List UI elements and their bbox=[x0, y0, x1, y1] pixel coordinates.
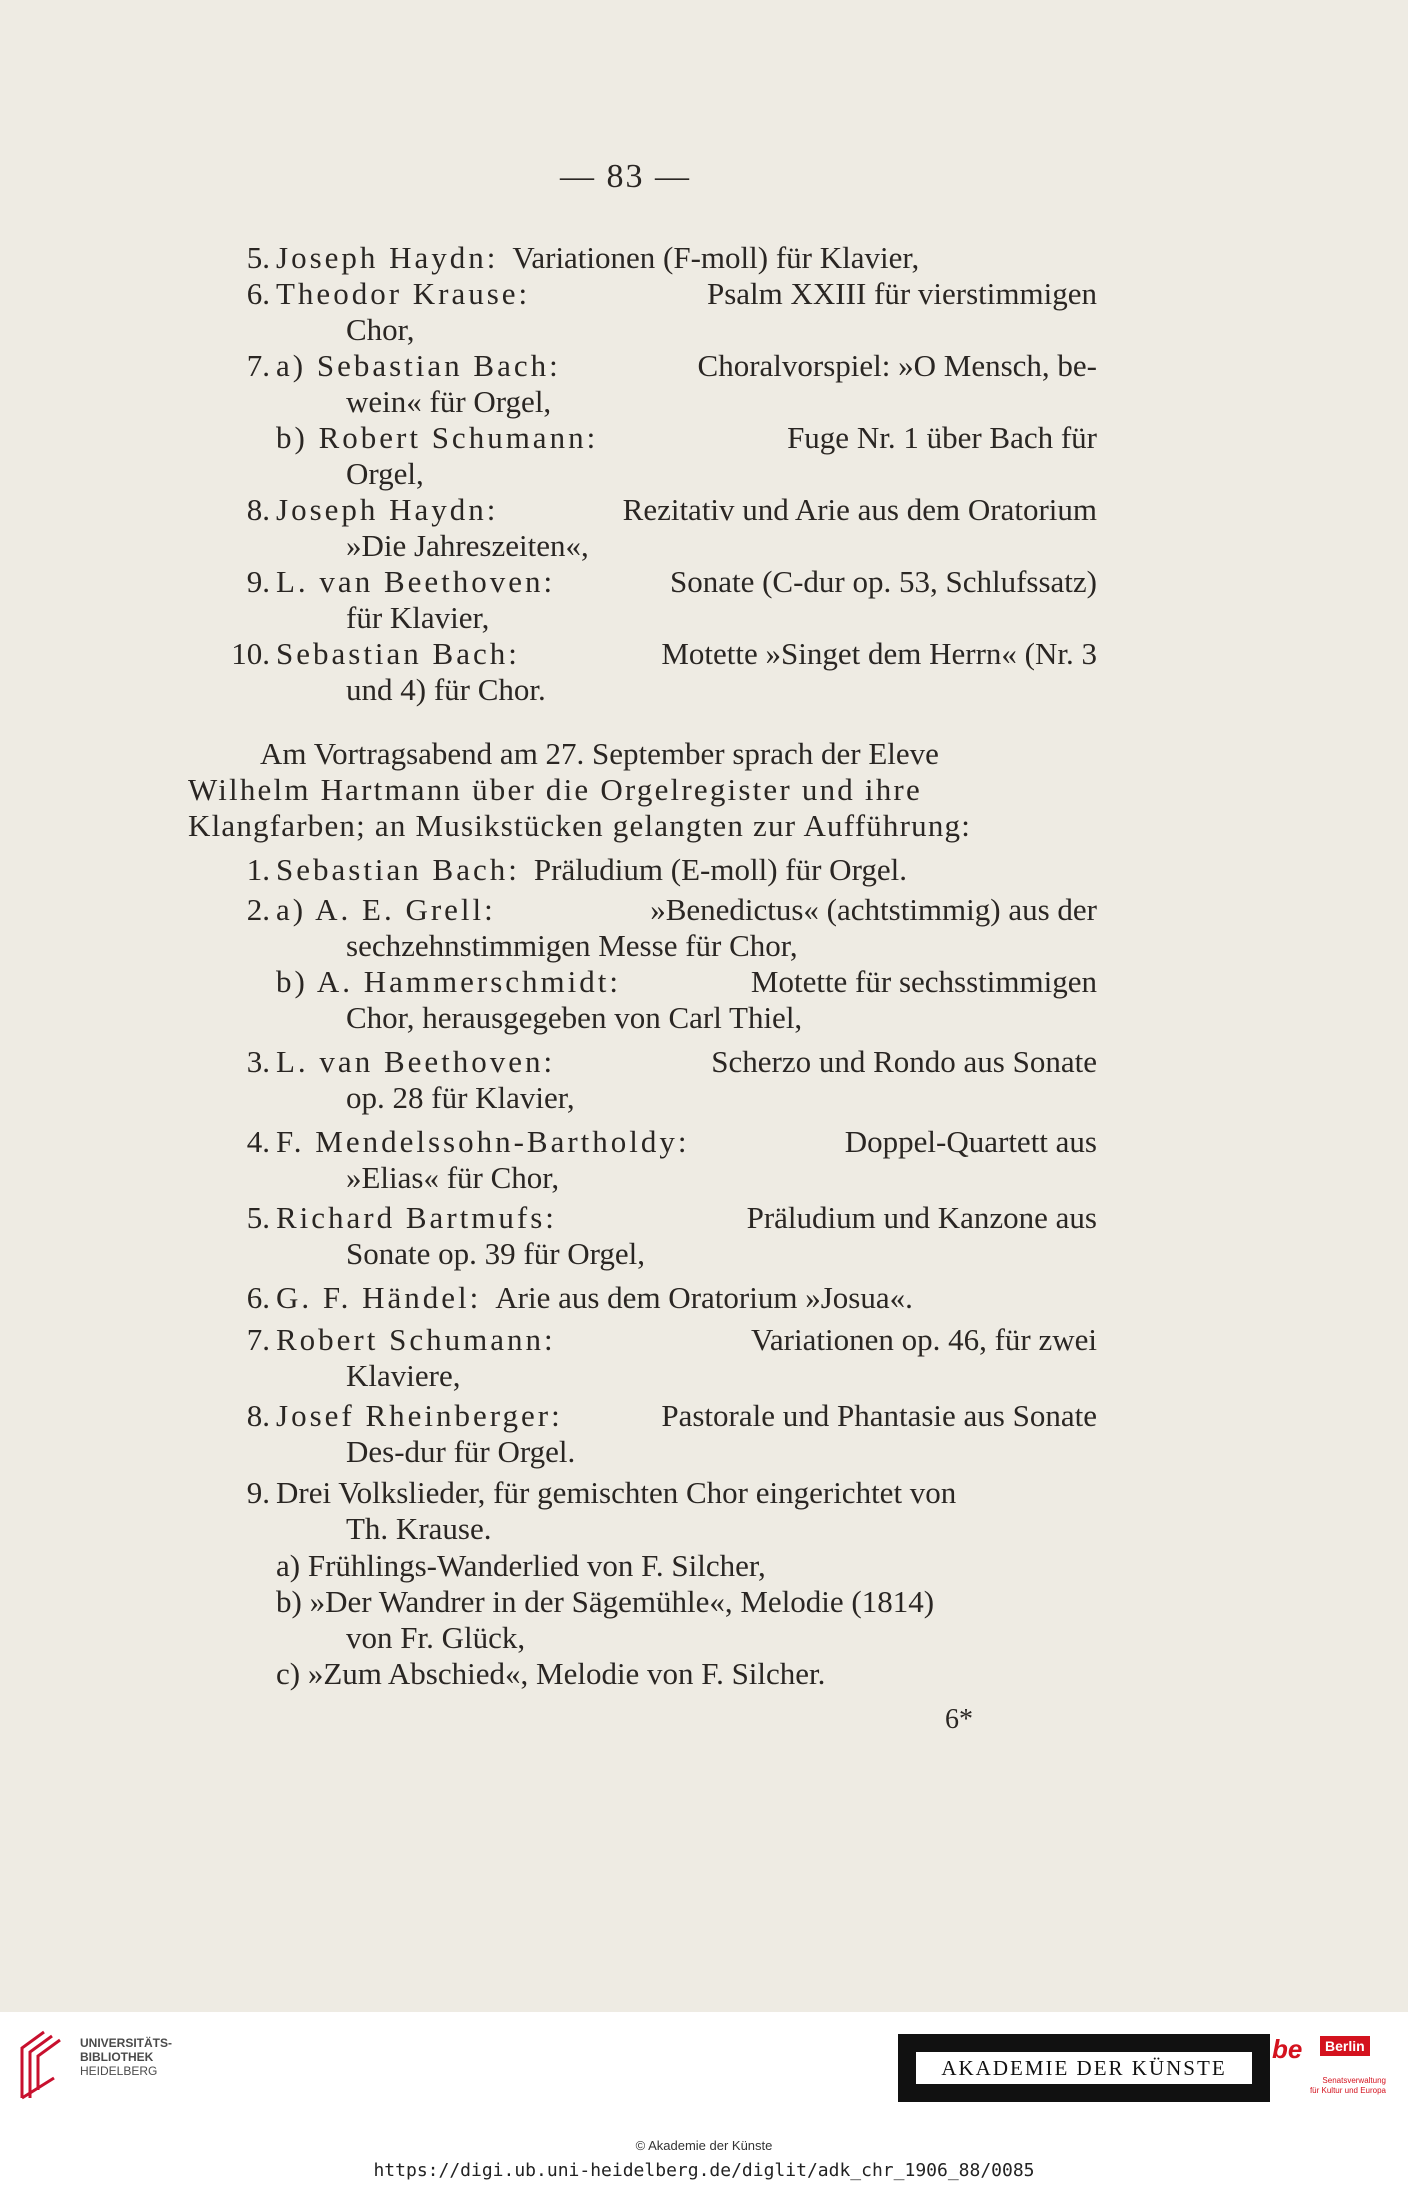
list2-item-author: a) A. E. Grell: bbox=[276, 892, 496, 927]
list1-item-author: Sebastian Bach: bbox=[276, 636, 520, 671]
list1-item-title: Fuge Nr. 1 über Bach für bbox=[787, 420, 1097, 455]
senate-text bbox=[1302, 2076, 1386, 2096]
ub-line3: HEIDELBERG bbox=[80, 2064, 158, 2078]
senate-line2: für Kultur und Europa bbox=[1309, 2086, 1386, 2095]
sublist-item-continuation: von Fr. Glück, bbox=[346, 1620, 526, 1655]
list2-item-title: Motette für sechsstimmigen bbox=[750, 964, 1097, 999]
list2-item-continuation: Th. Krause. bbox=[346, 1511, 492, 1546]
list2-item-number: 9. bbox=[246, 1475, 270, 1510]
list2-item bbox=[200, 964, 1097, 1000]
list1-item-title: Psalm XXIII für vierstimmigen bbox=[706, 276, 1097, 311]
list1-item-title: Sonate (C-dur op. 53, Schlufssatz) bbox=[669, 564, 1097, 599]
university-library-logo-icon[interactable] bbox=[14, 2028, 70, 2100]
list2-item-number: 1. bbox=[246, 852, 270, 887]
list2-item-author: Josef Rheinberger: bbox=[276, 1398, 563, 1433]
list2-item-title: Arie aus dem Oratorium »Josua«. bbox=[495, 1280, 913, 1315]
list2-item-continuation: sechzehnstimmigen Messe für Chor, bbox=[346, 928, 798, 963]
be-logo-text: be bbox=[1272, 2034, 1303, 2064]
list2-item-author: Richard Bartmufs: bbox=[276, 1200, 557, 1235]
list1-item-author: Theodor Krause: bbox=[276, 276, 531, 311]
list1-item-continuation: und 4) für Chor. bbox=[346, 672, 546, 707]
list2-item-title: Präludium (E-moll) für Orgel. bbox=[533, 852, 907, 887]
list2-item-number: 7. bbox=[246, 1322, 270, 1357]
list1-item bbox=[200, 240, 1097, 276]
list2-item-title: Drei Volkslieder, für gemischten Chor eingerichtet von bbox=[276, 1475, 957, 1510]
list2-item-author: Sebastian Bach: bbox=[276, 852, 520, 887]
list2-item bbox=[200, 892, 1097, 928]
list2-item-author: G. F. Händel: bbox=[276, 1280, 482, 1315]
list1-item-continuation: wein« für Orgel, bbox=[346, 384, 552, 419]
signature-mark: 6* bbox=[945, 1704, 973, 1735]
list1-item-number: 10. bbox=[231, 636, 270, 671]
list2-item-number: 4. bbox=[246, 1124, 270, 1159]
list2-item-title: »Benedictus« (achtstimmig) aus der bbox=[650, 892, 1097, 927]
ub-line1: UNIVERSITÄTS- bbox=[80, 2036, 173, 2050]
list2-item bbox=[200, 1280, 1097, 1316]
list1-item-number: 9. bbox=[246, 564, 270, 599]
list1-item-title: Variationen (F-moll) für Klavier, bbox=[512, 240, 920, 275]
page-url[interactable]: https://digi.ub.uni-heidelberg.de/diglit/adk_chr_1906_88/0085 bbox=[373, 2160, 1035, 2181]
list2-item-continuation: Chor, herausgegeben von Carl Thiel, bbox=[346, 1000, 803, 1035]
list1-item-author: Joseph Haydn: bbox=[276, 492, 499, 527]
list1-item-title: Choralvorspiel: »O Mensch, be- bbox=[697, 348, 1097, 383]
list2-item bbox=[200, 1475, 1097, 1511]
list1-item-title: Motette »Singet dem Herrn« (Nr. 3 bbox=[661, 636, 1097, 671]
list1-item bbox=[200, 420, 1097, 456]
paragraph-line: Klangfarben; an Musikstücken gelangten zur Aufführung: bbox=[188, 808, 972, 843]
list2-item-title: Pastorale und Phantasie aus Sonate bbox=[661, 1398, 1097, 1433]
list2-item-title: Variationen op. 46, für zwei bbox=[750, 1322, 1097, 1357]
sublist-item: b) »Der Wandrer in der Sägemühle«, Melodie (1814) bbox=[276, 1584, 935, 1619]
list1-item-continuation: Orgel, bbox=[346, 456, 424, 491]
list2-item-continuation: »Elias« für Chor, bbox=[346, 1160, 560, 1195]
list2-item bbox=[200, 852, 1097, 888]
akademie-logo[interactable] bbox=[898, 2034, 1270, 2102]
paragraph-line: Am Vortragsabend am 27. September sprach der Eleve bbox=[260, 736, 939, 771]
list2-item-number: 8. bbox=[246, 1398, 270, 1433]
senate-line1: Senatsverwaltung bbox=[1322, 2076, 1386, 2085]
list1-item bbox=[200, 636, 1097, 672]
list2-item-author: Robert Schumann: bbox=[276, 1322, 556, 1357]
list1-item-number: 7. bbox=[246, 348, 270, 383]
list1-item-continuation: »Die Jahreszeiten«, bbox=[346, 528, 589, 563]
list2-item-continuation: Des-dur für Orgel. bbox=[346, 1434, 576, 1469]
list1-item-number: 6. bbox=[246, 276, 270, 311]
list2-item-number: 6. bbox=[246, 1280, 270, 1315]
list2-item-number: 2. bbox=[246, 892, 270, 927]
list2-item-continuation: Klaviere, bbox=[346, 1358, 461, 1393]
list2-item-title: Doppel-Quartett aus bbox=[844, 1124, 1097, 1159]
list2-item bbox=[200, 1322, 1097, 1358]
list2-item-continuation: Sonate op. 39 für Orgel, bbox=[346, 1236, 646, 1271]
list1-item bbox=[200, 348, 1097, 384]
list2-item bbox=[200, 1124, 1097, 1160]
berlin-logo[interactable] bbox=[1272, 2032, 1388, 2104]
university-library-name bbox=[80, 2036, 172, 2078]
page-number: — 83 — bbox=[560, 158, 691, 195]
sublist-item: a) Frühlings-Wanderlied von F. Silcher, bbox=[276, 1548, 766, 1583]
list2-item bbox=[200, 1200, 1097, 1236]
list2-item-author: L. van Beethoven: bbox=[276, 1044, 556, 1079]
list2-item-number: 3. bbox=[246, 1044, 270, 1079]
list1-item-number: 5. bbox=[246, 240, 270, 275]
akademie-logo-text: AKADEMIE DER KÜNSTE bbox=[916, 2052, 1252, 2084]
list2-item-author: F. Mendelssohn-Bartholdy: bbox=[276, 1124, 690, 1159]
list1-item-continuation: für Klavier, bbox=[346, 600, 490, 635]
list1-item-author: Joseph Haydn: bbox=[276, 240, 499, 275]
list2-item bbox=[200, 1398, 1097, 1434]
list2-item-number: 5. bbox=[246, 1200, 270, 1235]
berlin-badge: Berlin bbox=[1320, 2036, 1370, 2056]
sublist-item: c) »Zum Abschied«, Melodie von F. Silcher. bbox=[276, 1656, 826, 1691]
list2-item-title: Präludium und Kanzone aus bbox=[746, 1200, 1097, 1235]
list2-item-continuation: op. 28 für Klavier, bbox=[346, 1080, 575, 1115]
list2-item-title: Scherzo und Rondo aus Sonate bbox=[711, 1044, 1097, 1079]
list1-item-author: a) Sebastian Bach: bbox=[276, 348, 561, 383]
list1-item-author: L. van Beethoven: bbox=[276, 564, 556, 599]
list1-item bbox=[200, 492, 1097, 528]
list1-item-continuation: Chor, bbox=[346, 312, 415, 347]
list1-item-number: 8. bbox=[246, 492, 270, 527]
list1-item bbox=[200, 564, 1097, 600]
list2-item bbox=[200, 1044, 1097, 1080]
list1-item bbox=[200, 276, 1097, 312]
copyright-notice: © Akademie der Künste bbox=[635, 2138, 773, 2153]
paragraph-line: Wilhelm Hartmann über die Orgelregister und ihre bbox=[188, 772, 922, 807]
ub-line2: BIBLIOTHEK bbox=[80, 2050, 154, 2064]
list2-item-author: b) A. Hammerschmidt: bbox=[276, 964, 621, 999]
list1-item-title: Rezitativ und Arie aus dem Oratorium bbox=[622, 492, 1097, 527]
list1-item-author: b) Robert Schumann: bbox=[276, 420, 599, 455]
